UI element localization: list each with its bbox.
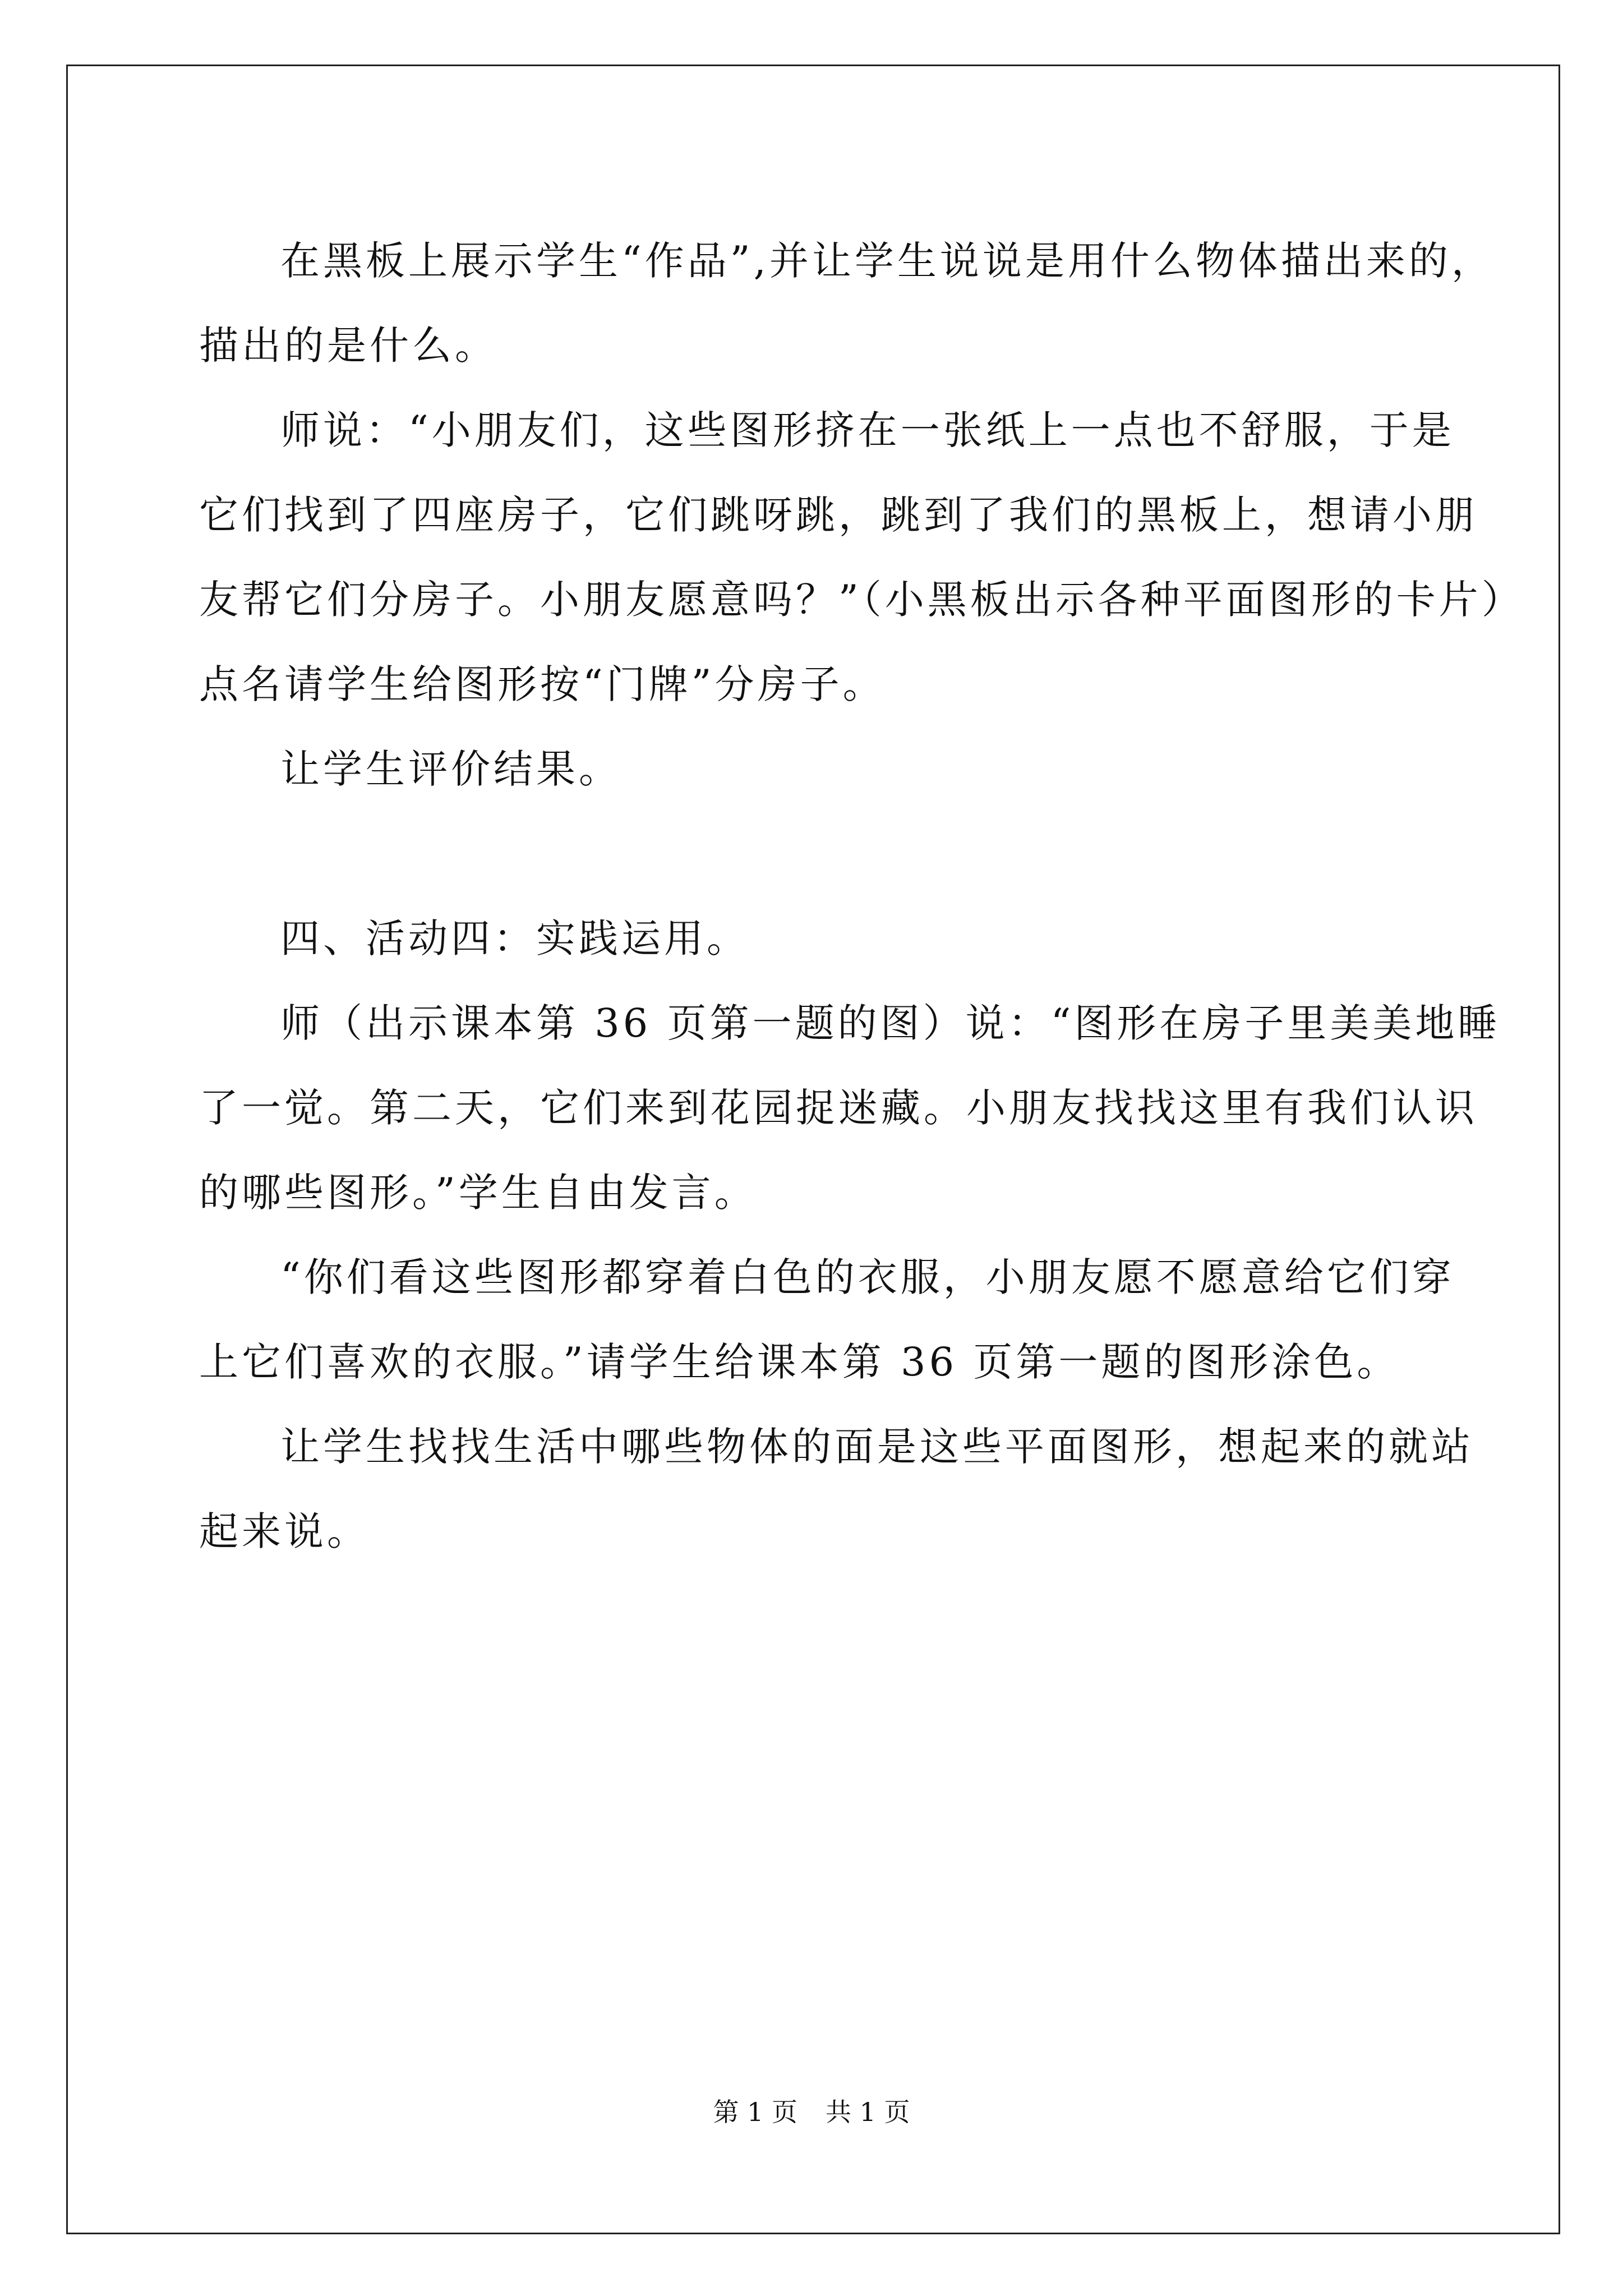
paragraph-line: 上它们喜欢的衣服。”请学生给课本第 36 页第一题的图形涂色。 <box>199 1339 1400 1385</box>
paragraph-line: 师（出示课本第 36 页第一题的图）说：“图形在房子里美美地睡 <box>280 1000 1501 1046</box>
paragraph-line: 了一觉。第二天，它们来到花园捉迷藏。小朋友找找这里有我们认识 <box>199 1085 1478 1131</box>
paragraph-line: “你们看这些图形都穿着白色的衣服，小朋友愿不愿意给它们穿 <box>280 1254 1455 1300</box>
section-heading: 四、活动四：实践运用。 <box>280 915 749 961</box>
paragraph-line: 让学生评价结果。 <box>280 746 621 792</box>
section-spacer <box>199 812 1427 896</box>
page-total: 共 1 页 <box>826 2097 910 2127</box>
document-body <box>199 219 1524 1574</box>
paragraph-line: 友帮它们分房子。小朋友愿意吗？”（小黑板出示各种平面图形的卡片） <box>199 577 1524 623</box>
paragraph-line: 让学生找找生活中哪些物体的面是这些平面图形，想起来的就站 <box>280 1424 1474 1470</box>
paragraph-line: 在黑板上展示学生“作品”,并让学生说说是用什么物体描出来的， <box>280 238 1494 284</box>
paragraph-line: 描出的是什么。 <box>199 323 497 369</box>
paragraph-line: 的哪些图形。”学生自由发言。 <box>199 1170 757 1216</box>
paragraph-line: 它们找到了四座房子，它们跳呀跳，跳到了我们的黑板上，想请小朋 <box>199 492 1478 538</box>
page-footer <box>0 2095 1623 2129</box>
paragraph-line: 起来说。 <box>199 1508 370 1554</box>
paragraph-line: 师说：“小朋友们，这些图形挤在一张纸上一点也不舒服，于是 <box>280 407 1455 453</box>
page-number: 第 1 页 <box>713 2097 797 2127</box>
paragraph-line: 点名请学生给图形按“门牌”分房子。 <box>199 661 886 707</box>
